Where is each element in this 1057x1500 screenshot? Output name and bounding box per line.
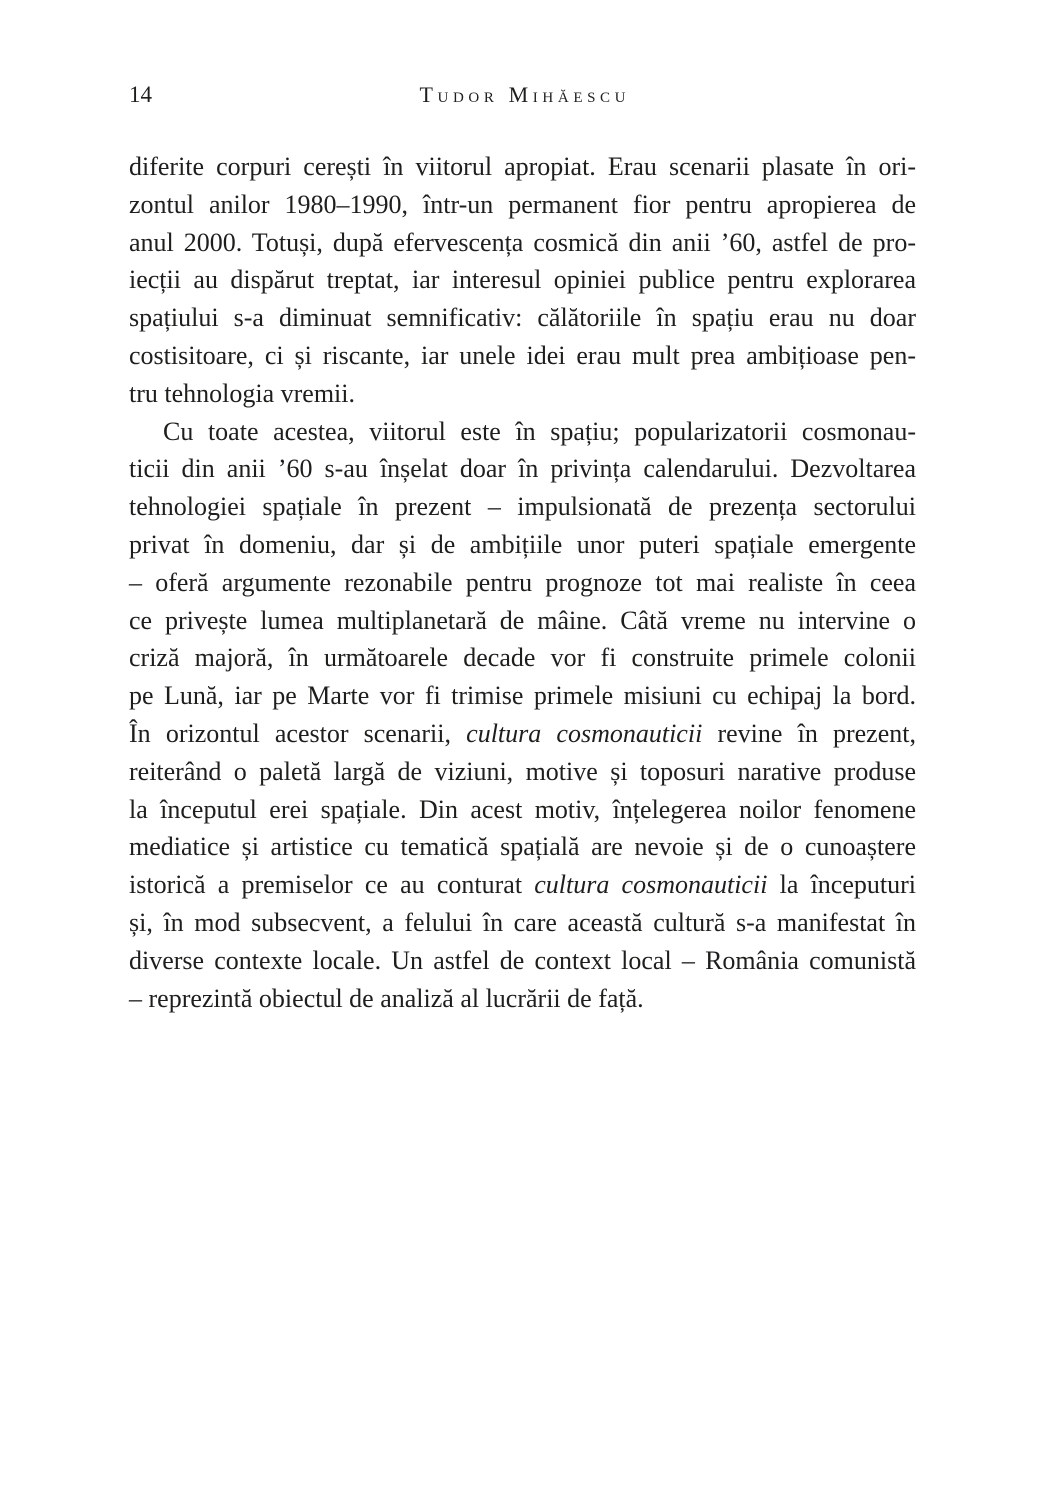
text-segment: spațiului s-a diminuat semnificativ: călătoriile în spațiu erau nu doar [129, 303, 916, 333]
text-line [129, 261, 916, 299]
text-segment: tehnologiei spațiale în prezent – impulsionată de prezența sectorului [129, 492, 916, 522]
text-segment: ticii din anii ’60 s-au înșelat doar în privința calendarului. Dezvoltarea [129, 454, 916, 484]
text-line [129, 677, 916, 715]
text-line [129, 186, 916, 224]
text-line [129, 828, 916, 866]
text-line [129, 413, 916, 451]
text-segment: anul 2000. Totuși, după efervescența cosmică din anii ’60, astfel de pro- [129, 227, 916, 257]
text-segment: tru tehnologia vremii. [129, 378, 356, 408]
page-number: 14 [129, 82, 152, 107]
text-line [129, 866, 916, 904]
text-line [129, 337, 916, 375]
text-line [129, 904, 916, 942]
text-segment: diferite corpuri cerești în viitorul apropiat. Erau scenarii plasate în ori- [129, 152, 916, 181]
text-segment: – reprezintă obiectul de analiză al lucrării de față. [129, 983, 644, 1013]
body-text [129, 148, 916, 1017]
text-segment: revine în prezent, [702, 718, 916, 748]
text-line [129, 299, 916, 337]
text-line [129, 753, 916, 791]
text-segment: pe Lună, iar pe Marte vor fi trimise primele misiuni cu echipaj la bord. [129, 681, 916, 711]
text-segment: privat în domeniu, dar și de ambițiile unor puteri spațiale emergente [129, 529, 916, 559]
text-segment: reiterând o paletă largă de viziuni, motive și toposuri narative produse [129, 756, 916, 786]
text-line [129, 375, 916, 413]
page-header [129, 82, 916, 110]
text-segment: criză majoră, în următoarele decade vor fi construite primele colonii [129, 643, 916, 673]
text-line [129, 148, 916, 186]
text-segment: – oferă argumente rezonabile pentru prognoze tot mai realiste în ceea [129, 567, 916, 597]
text-line [129, 224, 916, 262]
text-segment: la începuturi [767, 870, 916, 900]
text-line [129, 980, 916, 1018]
text-line [129, 488, 916, 526]
text-line [129, 942, 916, 980]
text-segment: costisitoare, ci și riscante, iar unele idei erau mult prea ambițioase pen- [129, 340, 916, 370]
italic-phrase: cultura cosmonauticii [466, 718, 703, 748]
text-segment: la începutul erei spațiale. Din acest motiv, înțelegerea noilor fenomene [129, 794, 916, 824]
text-segment: Cu toate acestea, viitorul este în spațiu; popularizatorii cosmonau- [163, 416, 916, 446]
text-segment: zontul anilor 1980–1990, într-un permanent fior pentru apropierea de [129, 189, 916, 219]
text-line [129, 715, 916, 753]
text-segment: ce privește lumea multiplanetară de mâine. Câtă vreme nu intervine o [129, 605, 916, 635]
text-line [129, 639, 916, 677]
italic-phrase: cultura cosmonauticii [534, 870, 768, 900]
text-segment: istorică a premiselor ce au conturat [129, 870, 535, 900]
text-segment: În orizontul acestor scenarii, [129, 718, 467, 748]
text-segment: mediatice și artistice cu tematică spațială are nevoie și de o cunoaștere [129, 832, 916, 862]
running-header: Tudor Mihăescu [419, 82, 631, 107]
text-line [129, 526, 916, 564]
text-line [129, 602, 916, 640]
text-line [129, 450, 916, 488]
text-line [129, 791, 916, 829]
text-line [129, 564, 916, 602]
text-segment: diverse contexte locale. Un astfel de context local – România comunistă [129, 945, 916, 975]
text-segment: iecții au dispărut treptat, iar interesul opiniei publice pentru explorarea [129, 265, 916, 295]
text-segment: și, în mod subsecvent, a felului în care această cultură s-a manifestat în [129, 907, 916, 937]
